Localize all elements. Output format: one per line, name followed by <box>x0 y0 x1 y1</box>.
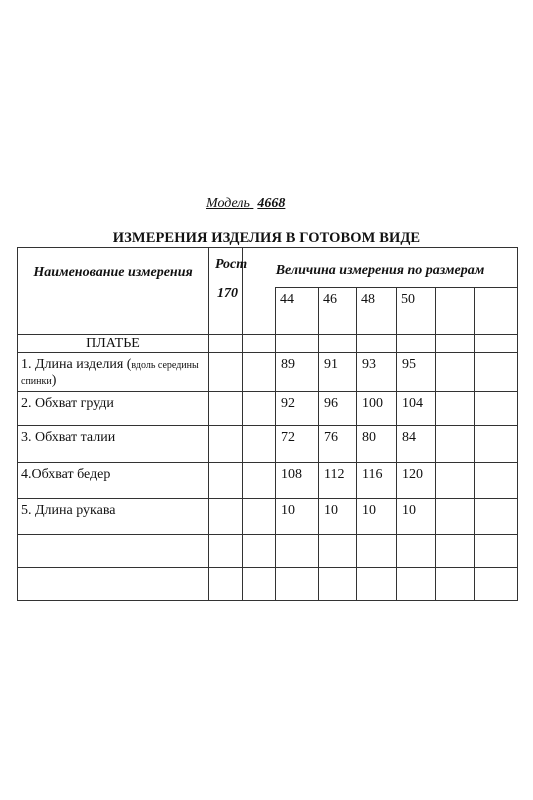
value-cell: 108 <box>276 463 319 499</box>
value-cell: 116 <box>357 463 397 499</box>
section-title: ПЛАТЬЕ <box>18 335 209 353</box>
size-cell: 46 <box>319 288 357 335</box>
value-cell <box>475 392 518 426</box>
value-cell <box>475 426 518 463</box>
measurement-name: 4.Обхват бедер <box>18 463 209 499</box>
value-cell: 100 <box>357 392 397 426</box>
measurement-name: 3. Обхват талии <box>18 426 209 463</box>
size-cell-blank <box>243 288 276 335</box>
measurement-note: вдоль середины спинки <box>21 360 199 388</box>
size-cell: 44 <box>276 288 319 335</box>
table-cell <box>243 392 276 426</box>
table-row <box>18 353 518 392</box>
measurement-name: 2. Обхват груди <box>18 392 209 426</box>
table-cell <box>243 426 276 463</box>
table-cell <box>243 499 276 535</box>
height-cell <box>209 568 243 601</box>
value-cell <box>276 568 319 601</box>
table-row <box>18 568 518 601</box>
size-cell: 50 <box>397 288 436 335</box>
measurements-table <box>17 247 518 601</box>
size-cell: 48 <box>357 288 397 335</box>
height-cell <box>209 426 243 463</box>
table-row <box>18 535 518 568</box>
measurement-name <box>18 353 209 392</box>
value-cell <box>319 568 357 601</box>
table-cell <box>397 335 436 353</box>
header-name-label: Наименование измерения <box>33 265 193 280</box>
height-cell <box>209 463 243 499</box>
table-row <box>18 426 518 463</box>
header-values-cell <box>243 248 518 288</box>
value-cell <box>436 499 475 535</box>
table-cell <box>209 335 243 353</box>
height-cell <box>209 535 243 568</box>
header-row <box>18 248 518 288</box>
value-cell: 10 <box>397 499 436 535</box>
value-cell: 104 <box>397 392 436 426</box>
value-cell: 76 <box>319 426 357 463</box>
table-cell <box>243 535 276 568</box>
value-cell: 96 <box>319 392 357 426</box>
table-cell <box>243 335 276 353</box>
table-cell <box>319 335 357 353</box>
value-cell: 10 <box>357 499 397 535</box>
value-cell <box>276 535 319 568</box>
table-cell <box>475 335 518 353</box>
value-cell <box>475 535 518 568</box>
measurement-name-text: 1. Длина изделия ( <box>21 357 132 372</box>
table-cell <box>357 335 397 353</box>
value-cell <box>475 463 518 499</box>
table-cell <box>436 335 475 353</box>
table-row <box>18 499 518 535</box>
value-cell: 84 <box>397 426 436 463</box>
value-cell <box>436 568 475 601</box>
value-cell <box>357 568 397 601</box>
measurement-name-end: ) <box>51 373 57 389</box>
value-cell: 93 <box>357 353 397 392</box>
table-cell <box>243 568 276 601</box>
value-cell <box>436 535 475 568</box>
header-height-value: 170 <box>217 285 238 301</box>
value-cell <box>436 353 475 392</box>
table-cell <box>276 335 319 353</box>
height-cell <box>209 392 243 426</box>
size-cell <box>475 288 518 335</box>
value-cell: 120 <box>397 463 436 499</box>
value-cell <box>475 353 518 392</box>
value-cell <box>436 426 475 463</box>
measurement-name: 5. Длина рукава <box>18 499 209 535</box>
value-cell: 91 <box>319 353 357 392</box>
value-cell: 10 <box>276 499 319 535</box>
value-cell: 89 <box>276 353 319 392</box>
model-word: Модель <box>206 196 250 211</box>
value-cell <box>357 535 397 568</box>
measurement-name <box>18 568 209 601</box>
section-row <box>18 335 518 353</box>
value-cell <box>397 568 436 601</box>
table-cell <box>243 353 276 392</box>
measurement-name <box>18 535 209 568</box>
model-label <box>206 196 285 212</box>
value-cell <box>436 463 475 499</box>
value-cell: 80 <box>357 426 397 463</box>
value-cell <box>475 568 518 601</box>
page-title: ИЗМЕРЕНИЯ ИЗДЕЛИЯ В ГОТОВОМ ВИДЕ <box>112 230 421 246</box>
value-cell <box>475 499 518 535</box>
height-cell <box>209 499 243 535</box>
height-cell <box>209 353 243 392</box>
value-cell <box>436 392 475 426</box>
size-cell <box>436 288 475 335</box>
value-cell: 95 <box>397 353 436 392</box>
value-cell: 72 <box>276 426 319 463</box>
table-row <box>18 392 518 426</box>
header-height-cell <box>209 248 248 335</box>
table-cell <box>243 463 276 499</box>
value-cell <box>319 535 357 568</box>
value-cell: 92 <box>276 392 319 426</box>
header-height-label: Рост <box>215 257 248 272</box>
value-cell: 112 <box>319 463 357 499</box>
header-values-label: Величина измерения по размерам <box>275 263 485 278</box>
header-name-cell <box>18 248 209 335</box>
value-cell: 10 <box>319 499 357 535</box>
table-row <box>18 463 518 499</box>
model-number: 4668 <box>257 196 286 211</box>
value-cell <box>397 535 436 568</box>
